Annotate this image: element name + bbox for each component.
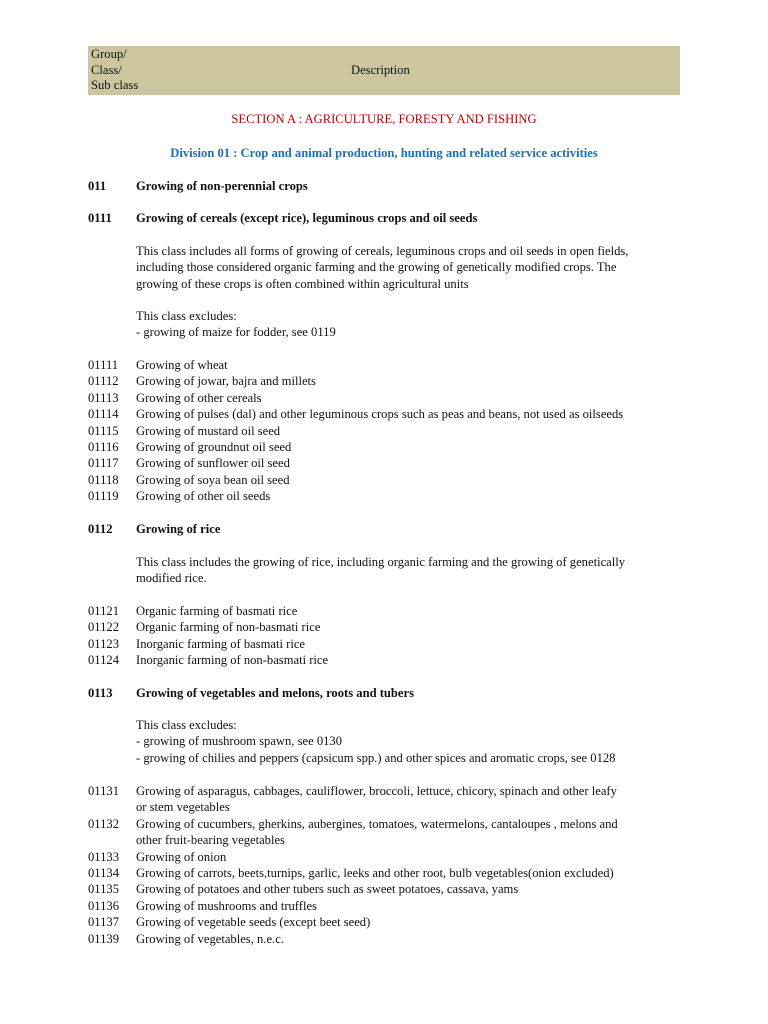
subclass-text: Growing of soya bean oil seed	[136, 472, 290, 487]
subclass-text: Growing of jowar, bajra and millets	[136, 374, 316, 389]
subclass-text-line: Growing of cucumbers, gherkins, aubergines, tomatoes, watermelons, cantaloupes , melons and	[136, 816, 618, 831]
subclass-code: 01111	[88, 358, 119, 372]
subclass-code: 01118	[88, 472, 119, 487]
table-header	[88, 46, 680, 95]
subclass-code: 01124	[88, 653, 120, 668]
subclass-code: 01119	[88, 489, 119, 504]
header-description-label: Description	[351, 63, 410, 77]
subclass-text	[136, 816, 696, 849]
subclass-code: 01113	[88, 390, 119, 405]
subclass-text: Inorganic farming of basmati rice	[136, 636, 306, 651]
subclass-code: 01115	[88, 423, 119, 438]
subclass-code: 01136	[88, 898, 120, 913]
subclass-text: Inorganic farming of non-basmati rice	[136, 653, 329, 668]
header-class-label: Class/	[91, 62, 122, 77]
subclass-text: Growing of other cereals	[136, 390, 262, 405]
class-code: 0111	[88, 211, 112, 225]
subclass-text: Growing of pulses (dal) and other leguminous crops such as peas and beans, not used as oilseeds	[136, 407, 624, 422]
subclass-text: Growing of wheat	[136, 358, 228, 372]
subclass-text: Organic farming of basmati rice	[136, 604, 298, 618]
subclass-text: Growing of groundnut oil seed	[136, 440, 292, 454]
paragraph-line: This class includes the growing of rice, including organic farming and the growing of genetically	[136, 555, 626, 569]
subclass-code: 01121	[88, 604, 120, 618]
subclass-text: Growing of mustard oil seed	[136, 423, 281, 438]
subclass-text: Growing of mushrooms and truffles	[136, 898, 317, 913]
header-subclass-label: Sub class	[91, 78, 139, 93]
class-excludes-0111	[136, 308, 696, 341]
subclass-code: 01132	[88, 816, 120, 831]
subclass-code: 01112	[88, 374, 119, 389]
subclass-text: Growing of vegetables, n.e.c.	[136, 931, 284, 946]
subclass-text: Growing of vegetable seeds (except beet seed)	[136, 915, 371, 930]
subclass-text: Growing of onion	[136, 849, 227, 864]
subclass-text-line: or stem vegetables	[136, 800, 230, 815]
class-title: Growing of vegetables and melons, roots and tubers	[136, 686, 415, 700]
paragraph-line: This class excludes:	[136, 309, 237, 323]
paragraph-line: modified rice.	[136, 571, 207, 586]
class-code: 0112	[88, 522, 113, 536]
subclass-text: Growing of potatoes and other tubers such as sweet potatoes, cassava, yams	[136, 882, 519, 897]
paragraph-line: - growing of maize for fodder, see 0119	[136, 325, 336, 340]
class-includes-0111	[136, 243, 696, 292]
class-excludes-0113	[136, 717, 696, 766]
group-title: Growing of non-perennial crops	[136, 179, 308, 193]
subclass-text-line: other fruit-bearing vegetables	[136, 833, 285, 848]
subclass-text	[136, 783, 696, 816]
paragraph-line: including those considered organic farming and the growing of genetically modified crops. The	[136, 260, 617, 275]
subclass-text: Growing of carrots, beets,turnips, garlic, leeks and other root, bulb vegetables(onion excluded)	[136, 866, 614, 880]
subclass-code: 01134	[88, 866, 120, 880]
subclass-code: 01114	[88, 407, 119, 422]
group-code: 011	[88, 179, 107, 193]
paragraph-line: - growing of chilies and peppers (capsicum spp.) and other spices and aromatic crops, see 0128	[136, 750, 616, 765]
subclass-code: 01131	[88, 784, 120, 798]
subclass-text-line: Growing of asparagus, cabbages, cauliflower, broccoli, lettuce, chicory, spinach and other leafy	[136, 784, 617, 798]
class-code: 0113	[88, 686, 113, 700]
header-group-label: Group/	[91, 47, 127, 61]
subclass-code: 01139	[88, 931, 120, 946]
paragraph-line: growing of these crops is often combined within agricultural units	[136, 276, 469, 291]
subclass-code: 01116	[88, 440, 119, 454]
class-title: Growing of cereals (except rice), leguminous crops and oil seeds	[136, 211, 478, 225]
subclass-code: 01123	[88, 636, 120, 651]
paragraph-line: - growing of mushroom spawn, see 0130	[136, 734, 343, 749]
paragraph-line: This class includes all forms of growing of cereals, leguminous crops and oil seeds in open fields,	[136, 244, 629, 258]
subclass-code: 01133	[88, 849, 120, 864]
subclass-text: Growing of sunflower oil seed	[136, 456, 290, 471]
subclass-code: 01137	[88, 915, 120, 930]
division-title: Division 01 : Crop and animal production, hunting and related service activities	[170, 146, 598, 160]
subclass-text: Organic farming of non-basmati rice	[136, 620, 321, 635]
subclass-text: Growing of other oil seeds	[136, 489, 271, 504]
subclass-code: 01122	[88, 620, 120, 635]
subclass-code: 01135	[88, 882, 120, 897]
header-group-class-subclass	[91, 47, 138, 94]
section-title: SECTION A : AGRICULTURE, FORESTY AND FISHING	[231, 112, 537, 126]
class-includes-0112	[136, 554, 696, 587]
paragraph-line: This class excludes:	[136, 718, 237, 732]
subclass-code: 01117	[88, 456, 119, 471]
class-title: Growing of rice	[136, 522, 221, 536]
